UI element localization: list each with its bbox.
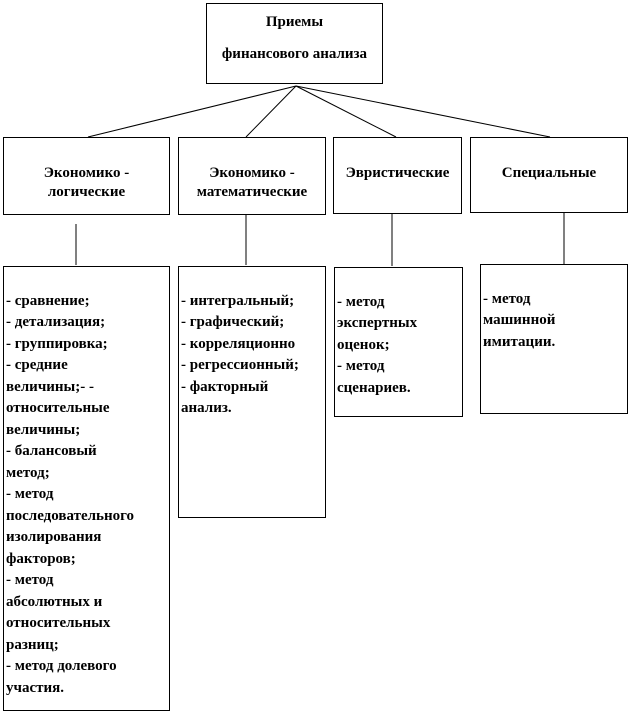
connector-root-heuristic: [296, 86, 396, 137]
connector-root-economic-logical: [88, 86, 296, 137]
root-node: [206, 3, 383, 84]
methods-list-economic-logical: [3, 266, 170, 711]
methods-text: - сравнение; - детализация; - группировка; - средние величины;- - относительные величины; - балансовый метод; - метод последовательного изолирования факторов; - метод абсолютных и относительных разниц; - метод долевого участия.: [6, 292, 135, 696]
category-economic-logical: [3, 137, 170, 215]
root-title-line1: Приемы: [265, 14, 324, 30]
category-title: Эвристические: [345, 165, 450, 181]
methods-list-economic-mathematical: [178, 266, 326, 518]
category-economic-mathematical: [178, 137, 326, 215]
category-title: Экономико - логические: [43, 165, 130, 200]
connector-root-special: [296, 86, 550, 137]
category-title: Специальные: [501, 165, 597, 181]
category-heuristic: [333, 137, 462, 214]
methods-text: - интегральный; - графический; - корреляционно - регрессионный; - факторный анализ.: [181, 292, 299, 416]
methods-list-special: [480, 264, 628, 414]
root-title-line2: финансового анализа: [221, 46, 368, 62]
methods-text: - метод экспертных оценок; - метод сценариев.: [337, 293, 418, 396]
methods-list-heuristic: [334, 267, 463, 417]
connector-root-economic-mathematical: [246, 86, 296, 137]
methods-text: - метод машинной имитации.: [483, 290, 556, 350]
category-special: [470, 137, 628, 213]
category-title: Экономико - математические: [196, 165, 308, 200]
